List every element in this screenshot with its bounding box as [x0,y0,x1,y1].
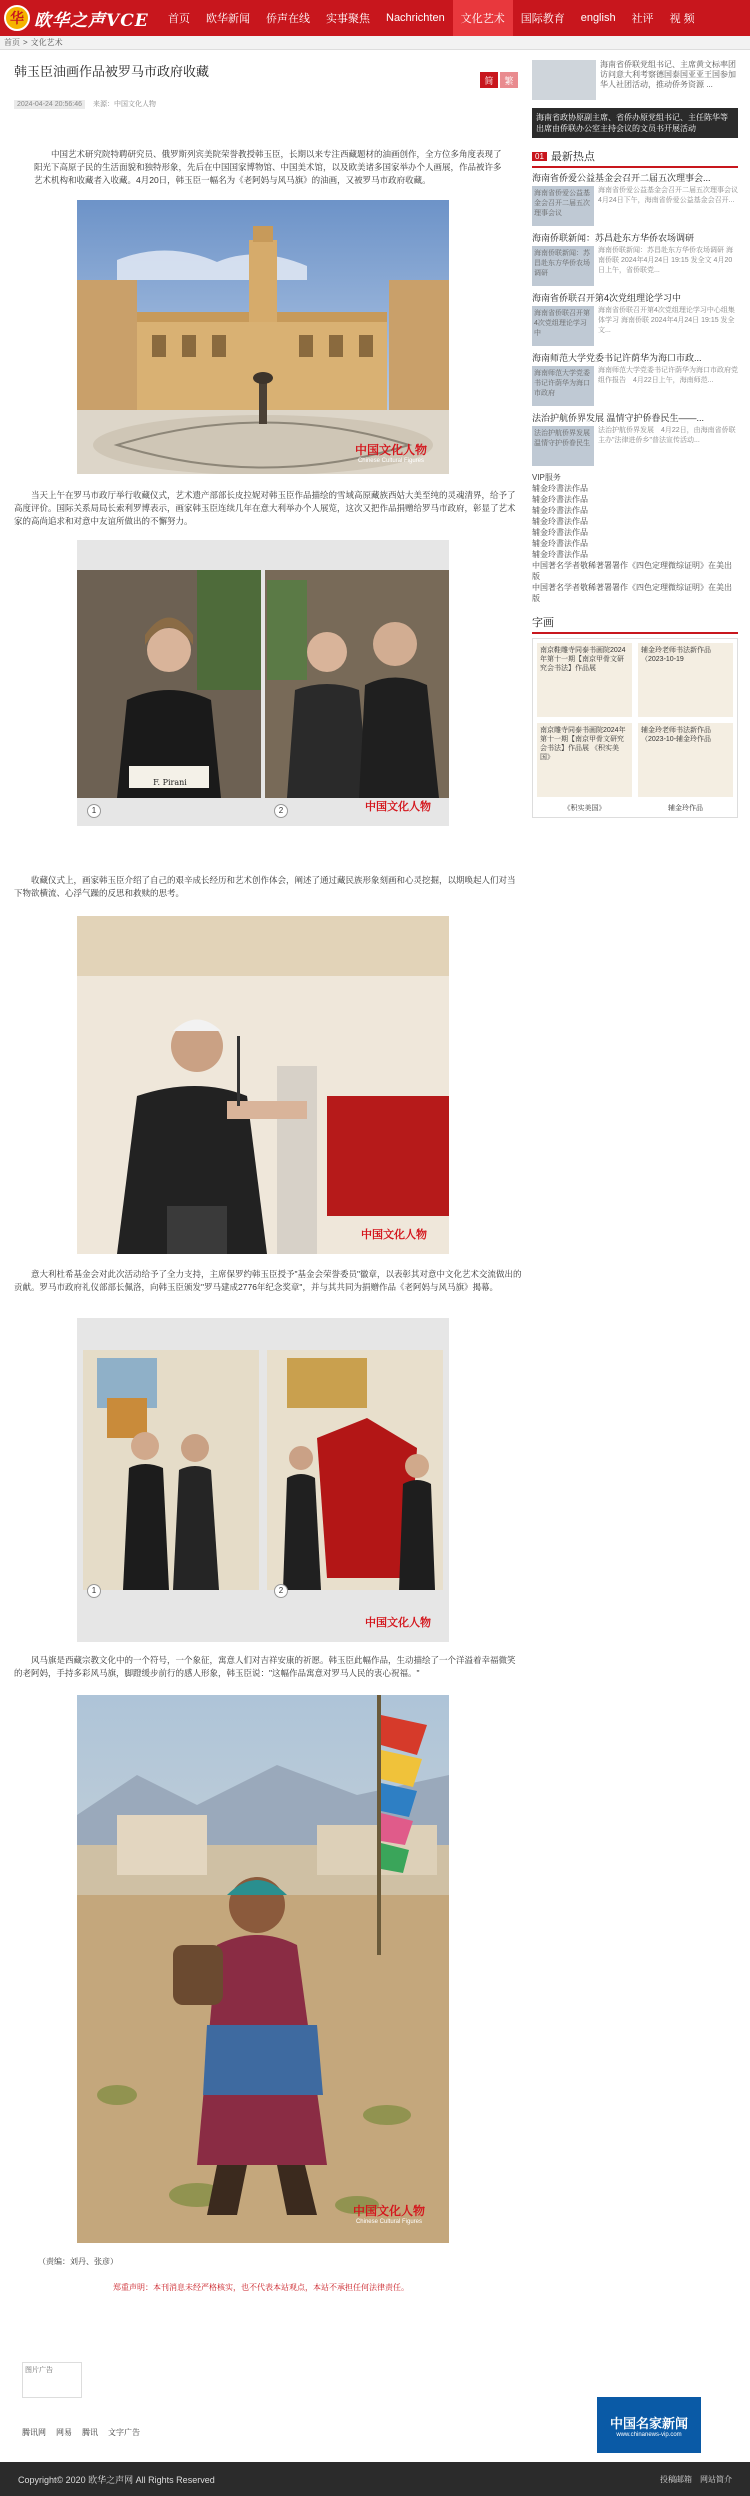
hot-item-title[interactable]: 海南师范大学党委书记许荫华为海口市政... [532,353,702,363]
lead-thumbnail [532,60,596,100]
list-item[interactable]: 中国著名学者敬稀著署署作《四色定理微综证明》在美出版 [532,561,732,581]
paragraph-5: 风马旗是西藏宗教文化中的一个符号，一个象征，寓意人们对吉祥安康的祈愿。韩玉臣此幅作品，生动描绘了一个洋溢着幸福微笑的老阿妈，手持多彩风马旗，脚蹬缓步前行的感人形象，韩玉臣说："这幅作品寓意对罗马人民的衷心祝福。" [14,1655,516,1678]
nav-euro-news[interactable]: 欧华新闻 [206,13,250,25]
hot-item [532,412,738,466]
badge-title: 中国名家新闻 [609,2416,688,2432]
hot-item-thumb[interactable]: 海南师范大学党委书记许荫华为海口市政府 [532,366,594,406]
text-tools [480,72,518,88]
logo-emblem-icon: 华 [4,5,30,31]
footer-links [22,2427,140,2438]
list-item[interactable]: 辅金玲書法作品 [532,528,588,537]
photo-award-unveiling [77,1318,449,1642]
breadcrumb-separator: > [23,38,28,47]
gallery-item[interactable]: 南京鞋雕寺同泰书画院2024年第十一期【南京甲骨文研究会书法】作品展 [537,643,632,717]
site-logo[interactable] [0,0,160,36]
article [14,60,522,110]
hot-item [532,172,745,226]
footer-bar [0,2462,750,2496]
nav-video[interactable]: 视 频 [669,13,695,25]
nav-culture-art[interactable]: 文化艺术 [453,0,513,36]
disclaimer: 郑重声明：本刊消息未经严格核实，也不代表本站观点，本站不承担任何法律责任。 [113,2283,409,2292]
watermark-en: Chinese Cultural Figures [355,2219,422,2225]
painting-old-mother-prayer-flags [77,1695,449,2243]
list-item[interactable]: 辅金玲書法作品 [532,550,588,559]
hot-item-desc: 海南侨联新闻：苏昌赴东方华侨农场调研 海南侨联 2024年4月24日 19:15 发全文 4月20日上午，省侨联党... [598,247,733,274]
sidebar [532,60,745,818]
footer-link[interactable]: 腾讯 [82,2428,98,2437]
gallery-item[interactable]: 辅金玲老师书法新作品（2023-10-19 [638,643,733,717]
nav-english[interactable]: english [580,12,616,24]
nav-overseas-online[interactable]: 侨声在线 [266,13,310,25]
side-featured-caption[interactable]: 海南省政协原副主席、省侨办原党组书记、主任陈华等出席由侨联办公室主持会议的文员书开展活动 [532,108,738,138]
photo-label-2: 2 [274,1584,288,1598]
side-top-lead-text[interactable]: 海南省侨联党组书记、主席黄文标率团访问意大利考察德国泰国亚亚王国参加华人社团活动，推动侨务资源 ... [600,60,736,89]
footer-about-link[interactable]: 网站简介 [700,2474,732,2484]
hot-item [532,292,738,346]
hot-section-tag: 01 [532,152,547,161]
paragraph-1: 中国艺术研究院特聘研究员、俄罗斯列宾美院荣誉教授韩玉臣，长期以来专注西藏题材的油画创作，全方位多角度表现了阳光下高原子民的生活面貌和独特形象，先后在中国国家博物馆、中国美术馆，以及欧美诸多国家举办个人画展，作品被许多艺术机构和收藏者入收藏。4月20日，韩玉臣一幅名为《老阿妈与风马旗》的油画，又被罗马市政府收藏。 [34,149,502,185]
hot-item-thumb[interactable]: 海南省侨联召开第4次党组理论学习中 [532,306,594,346]
nameplate-text: F. Pirani [153,778,187,787]
footer-link[interactable]: 腾讯网 [22,2428,46,2437]
photo-label-1: 1 [87,804,101,818]
nav-home[interactable]: 首页 [168,13,190,25]
hot-item-title[interactable]: 海南省侨联召开第4次党组理论学习中 [532,293,682,303]
breadcrumb-home[interactable]: 首页 [4,38,20,47]
logo-text: 欧华之声VCE [34,10,149,31]
article-title: 韩玉臣油画作品被罗马市政府收藏 [14,64,210,79]
hot-item-desc: 海南省侨爱公益基金会召开二届五次理事会议 4月24日下午，海南省侨爱公益基金会召开... [598,187,745,204]
calligraphy-section-header [532,614,738,634]
watermark-en: Chinese Cultural Figures [357,458,424,464]
gallery-item[interactable]: 辅金玲老师书法新作品（2023-10-辅金玲作品 [638,723,733,797]
calligraphy-section-title: 字画 [532,617,554,629]
simplified-button[interactable]: 简 [480,72,498,88]
hot-item [532,232,738,286]
copyright: Copyright© 2020 欧华之声网 All Rights Reserved [18,2474,215,2485]
editor-credit: （责编：刘丹、张彦） [38,2257,118,2266]
photo-ceremony-speakers [77,540,449,826]
hot-section-header [532,148,738,168]
traditional-button[interactable]: 繁 [500,72,518,88]
paragraph-2: 当天上午在罗马市政厅举行收藏仪式，艺术遗产部部长皮拉妮对韩玉臣作品描绘的雪域高原藏族西姑大美至纯的灵魂清界，给予了高度评价。国际关系局局长索利罗博表示，画家韩玉臣连续几年在意大利举办个人展览，这次又把作品捐赠给罗马市政府，彰显了艺术家的高尚追求和对意中友谊所做出的不懈努力。 [14,490,516,526]
hot-item-desc: 法治护航侨界发展 4月22日，由海南省侨联主办"法律进侨乡"普法宣传活动... [598,427,736,444]
photo-speaker-podium [77,916,449,1254]
photo-label-1: 1 [87,1584,101,1598]
watermark: 中国文化人物 [361,1228,427,1241]
badge-url: www.chinanews-vip.com [616,2431,682,2438]
photo-label-2: 2 [274,804,288,818]
ad-image-placeholder[interactable]: 图片广告 [22,2362,82,2398]
gallery-caption[interactable]: 辅金玲作品 [668,805,703,812]
hot-item-thumb[interactable]: 法治护航侨界发展 温情守护侨眷民生 [532,426,594,466]
watermark: 中国文化人物 [365,1616,431,1629]
hot-item-desc: 海南师范大学党委书记许荫华为海口市政府党组作报告 4月22日上午，海南师范... [598,367,738,384]
hot-item-desc: 海南省侨联召开第4次党组理论学习中心组集体学习 海南侨联 2024年4月24日 19:15 发全文... [598,307,735,334]
photo-capitol-square [77,200,449,474]
nav-commentary[interactable]: 社评 [631,13,654,25]
list-item[interactable]: VIP服务 [532,473,561,482]
calligraphy-gallery [532,638,738,818]
hot-item-title[interactable]: 法治护航侨界发展 温情守护侨眷民生——... [532,413,705,423]
list-item[interactable]: 辅金玲書法作品 [532,539,588,548]
chinanews-badge[interactable] [597,2397,701,2453]
hot-item-title[interactable]: 海南侨联新闻：苏昌赴东方华侨农场调研 [532,233,695,243]
watermark: 中国文化人物 [352,2204,425,2218]
nav-nachrichten[interactable]: Nachrichten [386,12,445,24]
list-item[interactable]: 辅金玲書法作品 [532,484,588,493]
watermark: 中国文化人物 [354,443,427,457]
side-small-list [532,472,738,604]
article-source: 来源：中国文化人物 [93,101,156,108]
breadcrumb [0,36,750,50]
hot-item [532,352,738,406]
list-item[interactable]: 中国著名学者敬稀著署署作《四色定理微综证明》在美出版 [532,583,732,603]
hot-item-thumb[interactable]: 海南省侨爱公益基金会召开二届五次理事会议 [532,186,594,226]
article-meta [14,98,522,110]
list-item[interactable]: 辅金玲書法作品 [532,517,588,526]
watermark: 中国文化人物 [365,800,431,813]
top-navigation-bar [0,0,750,36]
nav-current-affairs[interactable]: 实事聚焦 [326,13,370,25]
publish-date: 2024-04-24 20:56:46 [14,100,85,109]
footer-link[interactable]: 文字广告 [108,2428,140,2437]
gallery-item[interactable]: 南京雕寺同泰书画院2024年第十一期【南京甲骨文研究会书法】作品展 《积实美国》 [537,723,632,797]
list-item[interactable]: 辅金玲書法作品 [532,506,588,515]
breadcrumb-current[interactable]: 文化艺术 [30,38,63,47]
paragraph-3: 收藏仪式上，画家韩玉臣介绍了自己的艰辛成长经历和艺术创作体会，阐述了通过藏民族形象刻画和心灵挖掘，以期唤起人们对当下物欲横流、心浮气躁的反思和救赎的思考。 [14,875,516,898]
hot-item-thumb[interactable]: 海南侨联新闻：苏昌赴东方华侨农场调研 [532,246,594,286]
paragraph-4: 意大利杜希基金会对此次活动给予了全力支持，主席保罗约韩玉臣授予"基金会荣誉委员"徽章，以表彰其对意中文化艺术交流做出的贡献。罗马市政府礼仪部部长佩洛，向韩玉臣颁发"罗马建成2776年纪念奖章"，并与其共同为捐赠作品《老阿妈与风马旗》揭幕。 [14,1269,522,1292]
footer-submit-link[interactable]: 投稿邮箱 [660,2474,692,2484]
side-top-lead [532,60,738,100]
list-item[interactable]: 辅金玲書法作品 [532,495,588,504]
hot-item-title[interactable]: 海南省侨爱公益基金会召开二届五次理事会... [532,173,711,183]
gallery-caption[interactable]: 《积实美国》 [563,805,606,812]
main-nav [160,0,703,36]
hot-section-title: 最新热点 [550,151,595,163]
footer-link[interactable]: 网易 [56,2428,72,2437]
nav-education[interactable]: 国际教育 [520,13,565,25]
